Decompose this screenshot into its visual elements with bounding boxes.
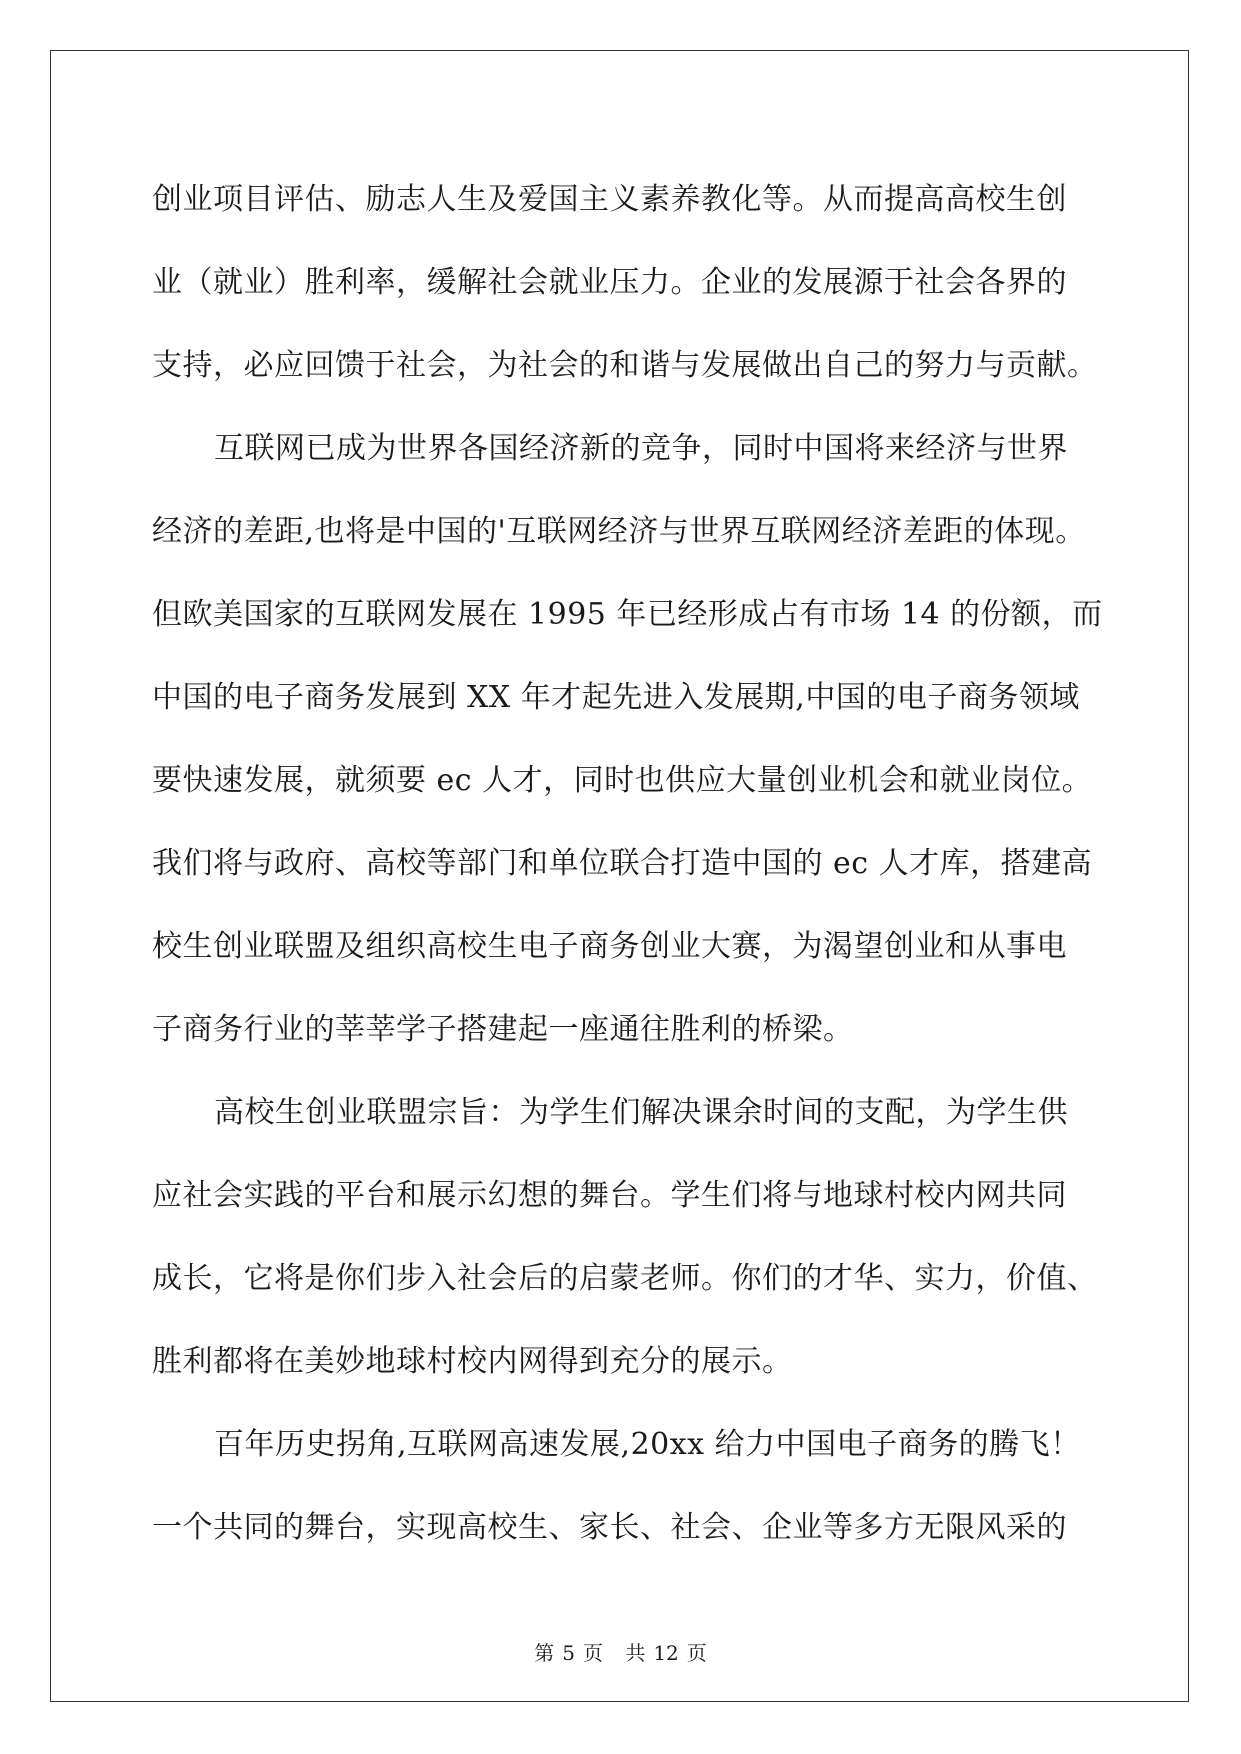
page-label-prefix: 第 (534, 1641, 555, 1665)
page-number-label (530, 1641, 607, 1665)
text-line: 支持，必应回馈于社会，为社会的和谐与发展做出自己的努力与贡献。 (152, 348, 1098, 383)
text-line: 业（就业）胜利率，缓解社会就业压力。企业的发展源于社会各界的 (152, 265, 1067, 300)
text-line: 创业项目评估、励志人生及爱国主义素养教化等。从而提高高校生创 (152, 182, 1067, 217)
document-body (152, 158, 1103, 1569)
text-line: 子商务行业的莘莘学子搭建起一座通往胜利的桥梁。 (152, 1012, 854, 1047)
paragraph-3 (152, 1071, 1098, 1403)
text-line: 中国的电子商务发展到 XX 年才起先进入发展期,中国的电子商务领域 (152, 680, 1080, 715)
paragraph-1 (152, 158, 1098, 407)
text-line: 但欧美国家的互联网发展在 1995 年已经形成占有市场 14 的份额，而 (152, 597, 1103, 632)
total-pages-label (621, 1641, 710, 1665)
text-line: 百年历史拐角,互联网高速发展,20xx 给力中国电子商务的腾飞！ (214, 1427, 1081, 1462)
page-label-suffix: 页 (582, 1641, 603, 1665)
text-line: 要快速发展，就须要 ec 人才，同时也供应大量创业机会和就业岗位。 (152, 763, 1093, 798)
total-label-prefix: 共 (625, 1641, 646, 1665)
text-line: 成长，它将是你们步入社会后的启蒙老师。你们的才华、实力，价值、 (152, 1261, 1098, 1296)
paragraph-2 (152, 407, 1103, 1071)
text-line: 我们将与政府、高校等部门和单位联合打造中国的 ec 人才库，搭建高 (152, 846, 1093, 881)
text-line: 校生创业联盟及组织高校生电子商务创业大赛，为渴望创业和从事电 (152, 929, 1067, 964)
text-line: 高校生创业联盟宗旨：为学生们解决课余时间的支配，为学生供 (214, 1095, 1068, 1130)
page-footer (0, 1637, 1241, 1666)
text-line: 胜利都将在美妙地球村校内网得到充分的展示。 (152, 1344, 793, 1379)
total-label-suffix: 页 (686, 1641, 707, 1665)
page-number: 5 (562, 1641, 575, 1665)
text-line: 一个共同的舞台，实现高校生、家长、社会、企业等多方无限风采的 (152, 1510, 1067, 1545)
text-line: 互联网已成为世界各国经济新的竞争，同时中国将来经济与世界 (214, 431, 1068, 466)
text-line: 应社会实践的平台和展示幻想的舞台。学生们将与地球村校内网共同 (152, 1178, 1067, 1213)
total-pages: 12 (653, 1641, 679, 1665)
text-line: 经济的差距,也将是中国的'互联网经济与世界互联网经济差距的体现。 (152, 514, 1086, 549)
paragraph-4 (152, 1403, 1092, 1569)
